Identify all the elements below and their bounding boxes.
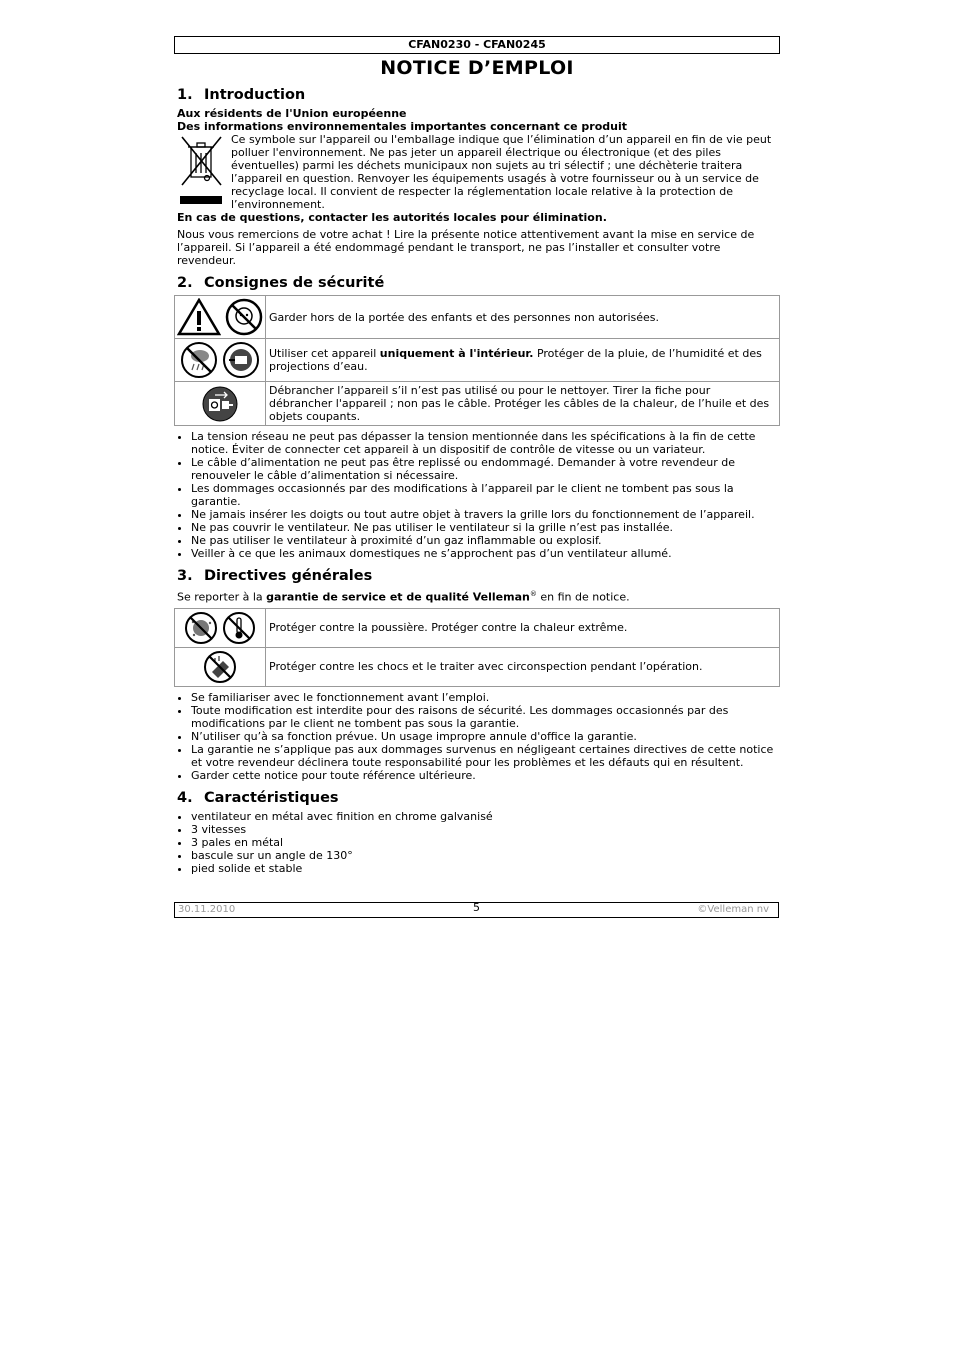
safety-icons [175, 382, 266, 426]
general-icons [175, 608, 266, 647]
safety-list [174, 430, 780, 560]
safety-row-text: Garder hors de la portée des enfants et des personnes non autorisées. [266, 296, 780, 339]
page-footer [174, 902, 779, 918]
safety-row [175, 296, 780, 339]
document-page [174, 36, 780, 875]
crossed-bin-icon [177, 133, 231, 205]
section-4-heading: 4. Caractéristiques [177, 789, 339, 806]
keep-away-children-icon [225, 298, 263, 336]
list-item: • Le câble d’alimentation ne peut pas être replissé ou endommagé. Demander à votre revendeur de renouveler le câble d’alimentation si nécessaire. [191, 456, 780, 482]
section-3-heading: 3. Directives générales [177, 568, 373, 584]
list-item: • Toute modification est interdite pour des raisons de sécurité. Les dommages occasionnés par des modifications par le client ne tombent pas sous la garantie. [191, 704, 780, 730]
list-item: • Se familiariser avec le fonctionnement avant l’emploi. [191, 691, 780, 704]
env-heading: Des informations environnementales importantes concernant ce produit [177, 120, 627, 133]
safety-row [175, 339, 780, 382]
section-1-heading: 1. Introduction [177, 87, 306, 103]
page-title: NOTICE D’EMPLOI [380, 57, 574, 79]
indoor-use-icon [222, 341, 260, 379]
unplug-icon [201, 385, 239, 423]
list-item: • 3 vitesses [191, 823, 780, 836]
no-shock-icon [203, 650, 237, 684]
list-item: • Veiller à ce que les animaux domestiques ne s’approchent pas d’un ventilateur allumé. [191, 547, 780, 560]
footer-date: 30.11.2010 [178, 904, 236, 915]
list-item: • pied solide et stable [191, 862, 780, 875]
page-number: 5 [473, 901, 480, 914]
no-heat-icon [222, 611, 256, 645]
no-dust-icon [184, 611, 218, 645]
safety-table [174, 295, 780, 426]
footer-copyright: ©Velleman nv [697, 904, 769, 915]
safety-icons [175, 339, 266, 382]
general-table [174, 608, 780, 687]
warning-triangle-icon [177, 298, 221, 336]
list-item: • Les dommages occasionnés par des modifications à l’appareil par le client ne tombent pas sous la garantie. [191, 482, 780, 508]
warranty-reference: Se reporter à la garantie de service et de qualité Velleman® en fin de notice. [177, 590, 630, 604]
list-item: • La garantie ne s’applique pas aux dommages survenus en négligeant certaines directives de cette notice et votre revendeur déclinera toute responsabilité pour les problèmes et les défauts qui en résultent. [191, 743, 780, 769]
weee-block [177, 133, 780, 211]
general-list [174, 691, 780, 782]
section-2-heading: 2. Consignes de sécurité [177, 275, 385, 291]
list-item: • Garder cette notice pour toute référence ultérieure. [191, 769, 780, 782]
model-header: CFAN0230 - CFAN0245 [174, 36, 780, 54]
safety-icons [175, 296, 266, 339]
general-icons [175, 647, 266, 686]
list-item: • 3 pales en métal [191, 836, 780, 849]
thanks-text: Nous vous remercions de votre achat ! Lire la présente notice attentivement avant la mise en service de l’appareil. Si l’appareil a été endommagé pendant le transport, ne pas l’installer et consulter votre revendeur. [177, 228, 755, 267]
list-item: • La tension réseau ne peut pas dépasser la tension mentionnée dans les spécifications à la fin de cette notice. Éviter de connecter cet appareil à un dispositif de contrôle de vitesse ou un variateur. [191, 430, 780, 456]
features-list [174, 810, 780, 875]
general-row-text: Protéger contre la poussière. Protéger contre la chaleur extrême. [266, 608, 780, 647]
safety-row-text: Débrancher l’appareil s’il n’est pas utilisé ou pour le nettoyer. Tirer la fiche pour débrancher l'appareil ; non pas le câble. Protéger les câbles de la chaleur, de l’huile et des objets coupants. [266, 382, 780, 426]
list-item: • Ne pas couvrir le ventilateur. Ne pas utiliser le ventilateur si la grille n’est pas installée. [191, 521, 780, 534]
general-row [175, 647, 780, 686]
list-item: • bascule sur un angle de 130° [191, 849, 780, 862]
list-item: • Ne jamais insérer les doigts ou tout autre objet à travers la grille lors du fonctionnement de l’appareil. [191, 508, 780, 521]
safety-row-text: Utiliser cet appareil uniquement à l'intérieur. Protéger de la pluie, de l’humidité et des projections d’eau. [266, 339, 780, 382]
eu-heading: Aux résidents de l'Union européenne [177, 107, 407, 120]
weee-text: Ce symbole sur l'appareil ou l'emballage indique que l’élimination d’un appareil en fin de vie peut polluer l'environnement. Ne pas jeter un appareil électrique ou électronique (et des piles éventuelles) parmi les déchets municipaux non sujets au tri sélectif ; une déchèterie traitera l’appareil en question. Renvoyer les équipements usagés à votre fournisseur ou à un service de recyclage local. Il convient de respecter la réglementation locale relative à la protection de l’environnement. [231, 133, 772, 211]
list-item: • ventilateur en métal avec finition en chrome galvanisé [191, 810, 780, 823]
list-item: • Ne pas utiliser le ventilateur à proximité d’un gaz inflammable ou explosif. [191, 534, 780, 547]
no-rain-icon [180, 341, 218, 379]
list-item: • N’utiliser qu’à sa fonction prévue. Un usage impropre annule d'office la garantie. [191, 730, 780, 743]
questions-text: En cas de questions, contacter les autorités locales pour élimination. [177, 211, 607, 224]
safety-row [175, 382, 780, 426]
general-row [175, 608, 780, 647]
general-row-text: Protéger contre les chocs et le traiter avec circonspection pendant l’opération. [266, 647, 780, 686]
